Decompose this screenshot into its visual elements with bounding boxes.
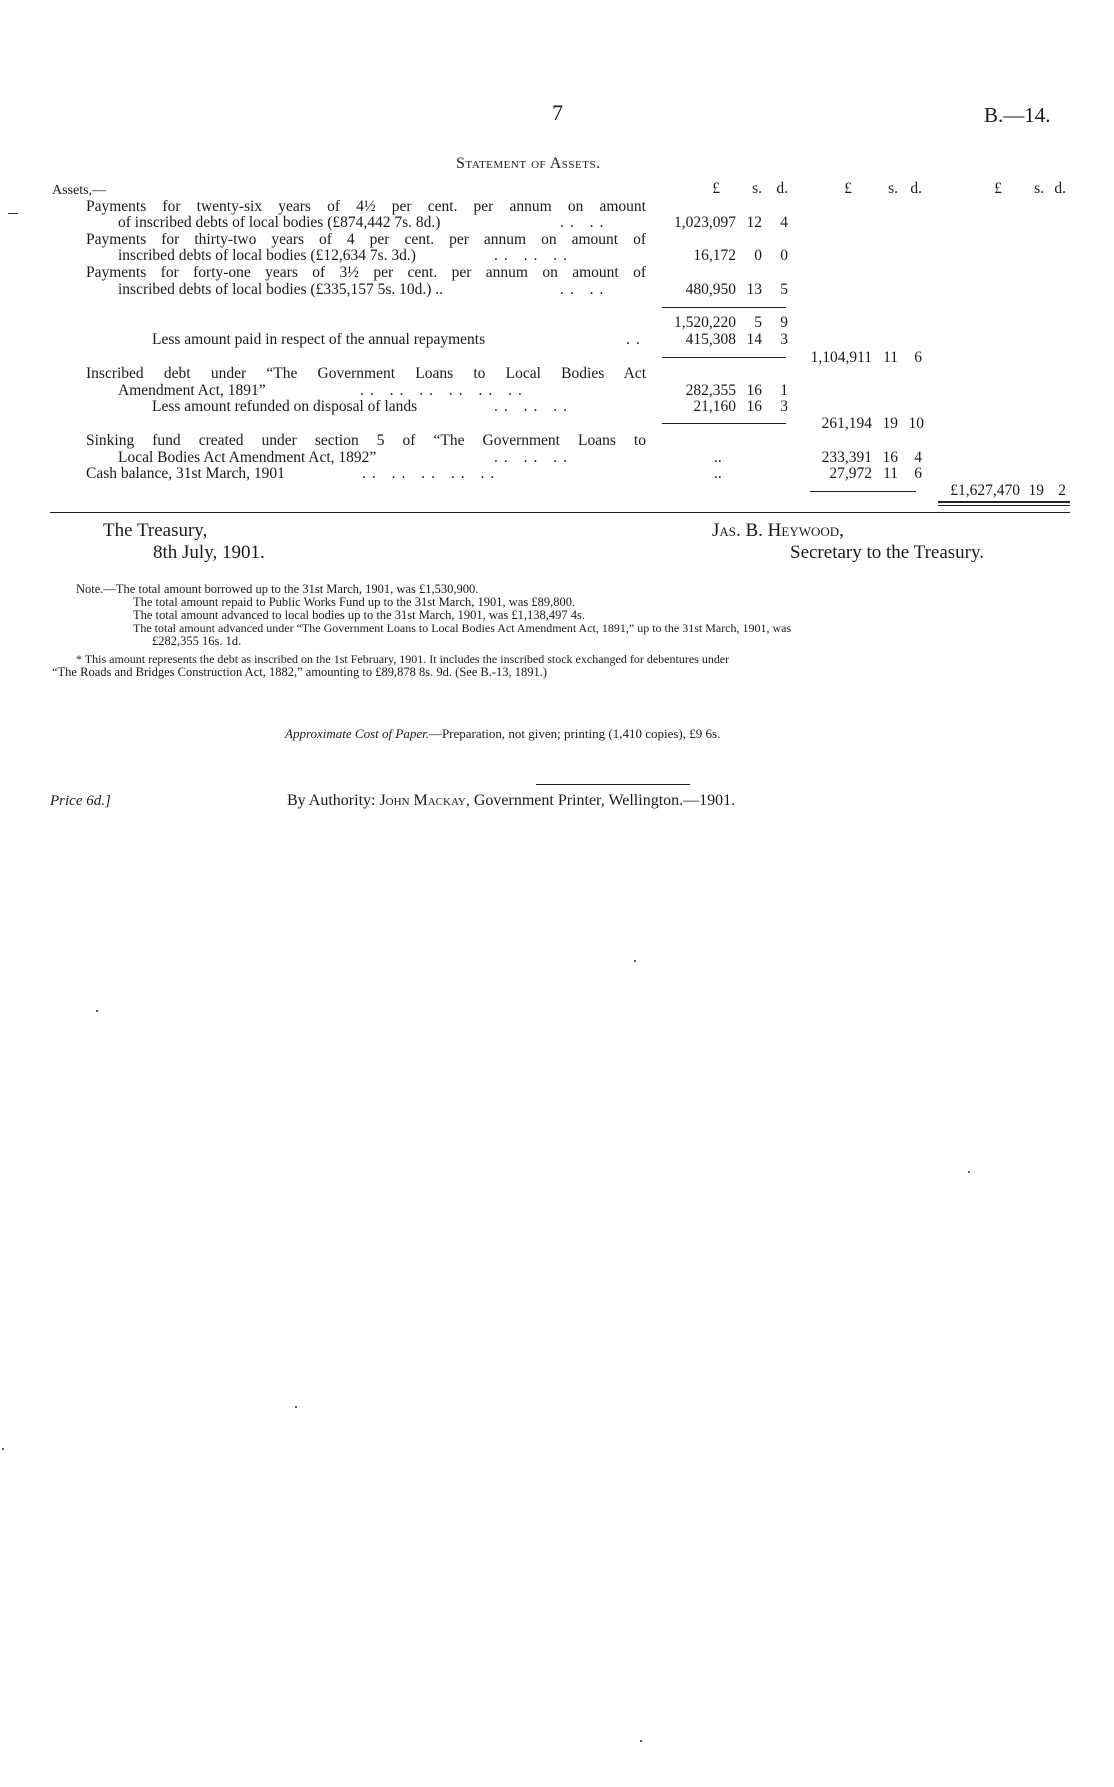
section-separator [50,512,1070,513]
row2-pence: 0 [780,247,788,264]
less-refunded-pence: 3 [780,398,788,415]
total-shillings: 19 [1028,482,1044,499]
signature-name: Jas. B. Heywood, [712,520,844,541]
subtotal-pence: 9 [780,314,788,331]
signature-title: Secretary to the Treasury. [790,542,984,563]
inscribed-rule [662,423,786,424]
subtotal-rule [662,307,786,308]
inscribed-net-shillings: 19 [882,415,898,432]
document-reference: B.—14. [984,103,1051,127]
scan-speck [295,1406,297,1408]
less-repayments-label: Less amount paid in respect of the annual repayments [152,331,486,348]
scan-speck [968,1171,970,1173]
less-repayments-shillings: 14 [746,331,762,348]
total-pounds: £1,627,470 [950,482,1020,499]
price-label: Price 6d.] [50,793,111,809]
cash-pounds: 27,972 [829,465,872,482]
row1-pounds: 1,023,097 [674,214,736,231]
row2-line2: inscribed debts of local bodies (£12,634 7s. 3d.) [118,247,416,264]
inscribed-line1: Inscribed debt under “The Government Loans to Local Bodies Act [86,365,646,382]
footer-rule [536,784,690,785]
col1-shilling-header: s. [752,180,762,197]
less-refunded-shillings: 16 [746,398,762,415]
row3-pence: 5 [780,281,788,298]
page-number: 7 [552,100,563,125]
row1-line1: Payments for twenty-six years of 4½ per cent. per annum on amount [86,198,646,215]
note-repaid: The total amount repaid to Public Works Fund up to the 31st March, 1901, was £89,800. [133,595,576,609]
footnote-line2: “The Roads and Bridges Construction Act, 1882,” amounting to £89,878 8s. 9d. (See B.-13, 1891.) [52,665,548,679]
footnote-line1: * This amount represents the debt as inscribed on the 1st February, 1901. It includes the inscribed stock exchanged for debentures under [76,652,730,666]
row2-line1: Payments for thirty-two years of 4 per cent. per annum on amount of [86,231,646,248]
printer-name: John Mackay, [379,792,470,809]
col3-pence-header: d. [1054,180,1066,197]
row2-leader: .. .. .. [494,247,573,264]
scan-mark [8,213,18,214]
row3-line1: Payments for forty-one years of 3½ per cent. per annum on amount of [86,264,646,281]
row1-pence: 4 [780,214,788,231]
cash-pence: 6 [914,465,922,482]
scan-speck [96,1010,98,1012]
col1-pound-header: £ [712,180,720,197]
sinking-pence: 4 [914,449,922,466]
printer-rest: Government Printer, Wellington.—1901. [473,792,736,809]
row3-pounds: 480,950 [685,281,736,298]
inscribed-pounds: 282,355 [685,382,736,399]
signature-place: The Treasury, [103,520,208,541]
note-advanced: The total amount advanced to local bodies up to the 31st March, 1901, was £1,138,497 4s. [133,608,585,622]
cost-label: Approximate Cost of Paper. [285,726,429,741]
statement-title: Statement of Assets. [456,155,601,172]
less-refunded-label: Less amount refunded on disposal of lands [152,398,418,415]
signature-date: 8th July, 1901. [153,542,265,563]
note-amendment-line1: The total amount advanced under “The Government Loans to Local Bodies Act Amendment Act, 1891,” up to the 31st March, 1901, was [133,621,792,635]
less-repayments-leader: .. [626,331,646,348]
inscribed-net-pence: 10 [908,415,924,432]
less-refunded-leader: .. .. .. [494,398,573,415]
total-rule [810,491,916,492]
net-repayments-pounds: 1,104,911 [810,349,872,366]
sinking-line2: Local Bodies Act Amendment Act, 1892” [118,449,377,466]
note-borrowed: Note.—The total amount borrowed up to the 31st March, 1901, was £1,530,900. [76,582,479,596]
net-repayments-pence: 6 [914,349,922,366]
scan-speck [2,1448,4,1450]
row2-shillings: 0 [754,247,762,264]
cash-col1-dots: .. [714,465,722,482]
assets-label: Assets,— [52,183,107,198]
row2-pounds: 16,172 [693,247,736,264]
authority-line [287,792,735,810]
cost-text: —Preparation, not given; printing (1,410 copies), £9 6s. [428,726,721,741]
row1-line2: of inscribed debts of local bodies (£874,442 7s. 8d.) [118,214,441,231]
subtotal-shillings: 5 [754,314,762,331]
col3-pound-header: £ [994,180,1002,197]
scan-speck [634,960,636,962]
net-repayments-rule [662,357,786,358]
inscribed-leader: .. .. .. .. .. .. [360,382,528,399]
cost-of-paper [285,727,720,741]
col3-shilling-header: s. [1034,180,1044,197]
note-amendment-line2: £282,355 16s. 1d. [152,634,242,648]
col2-shilling-header: s. [888,180,898,197]
row1-leader: .. .. [560,214,610,231]
inscribed-shillings: 16 [746,382,762,399]
sinking-col1-dots: .. [714,449,722,466]
less-repayments-pence: 3 [780,331,788,348]
authority-prefix: By Authority: [287,792,376,809]
less-repayments-pounds: 415,308 [685,331,736,348]
row1-shillings: 12 [746,214,762,231]
inscribed-line2: Amendment Act, 1891” [118,382,266,399]
sinking-leader: .. .. .. [494,449,573,466]
cash-leader: .. .. .. .. .. [362,465,501,482]
row3-line2: inscribed debts of local bodies (£335,157 5s. 10d.) .. [118,281,444,298]
sinking-shillings: 16 [882,449,898,466]
inscribed-pence: 1 [780,382,788,399]
less-refunded-pounds: 21,160 [693,398,736,415]
total-double-rule-2 [938,505,1070,506]
net-repayments-shillings: 11 [883,349,898,366]
sinking-pounds: 233,391 [821,449,872,466]
row3-shillings: 13 [746,281,762,298]
sinking-line1: Sinking fund created under section 5 of “The Government Loans to [86,432,646,449]
total-double-rule-1 [938,501,1070,503]
scan-speck [640,1740,642,1742]
col2-pence-header: d. [910,180,922,197]
row3-leader: .. .. [560,281,610,298]
cash-label: Cash balance, 31st March, 1901 [86,465,285,482]
subtotal-pounds: 1,520,220 [674,314,736,331]
col2-pound-header: £ [844,180,852,197]
total-pence: 2 [1058,482,1066,499]
col1-pence-header: d. [776,180,788,197]
cash-shillings: 11 [883,465,898,482]
inscribed-net-pounds: 261,194 [821,415,872,432]
